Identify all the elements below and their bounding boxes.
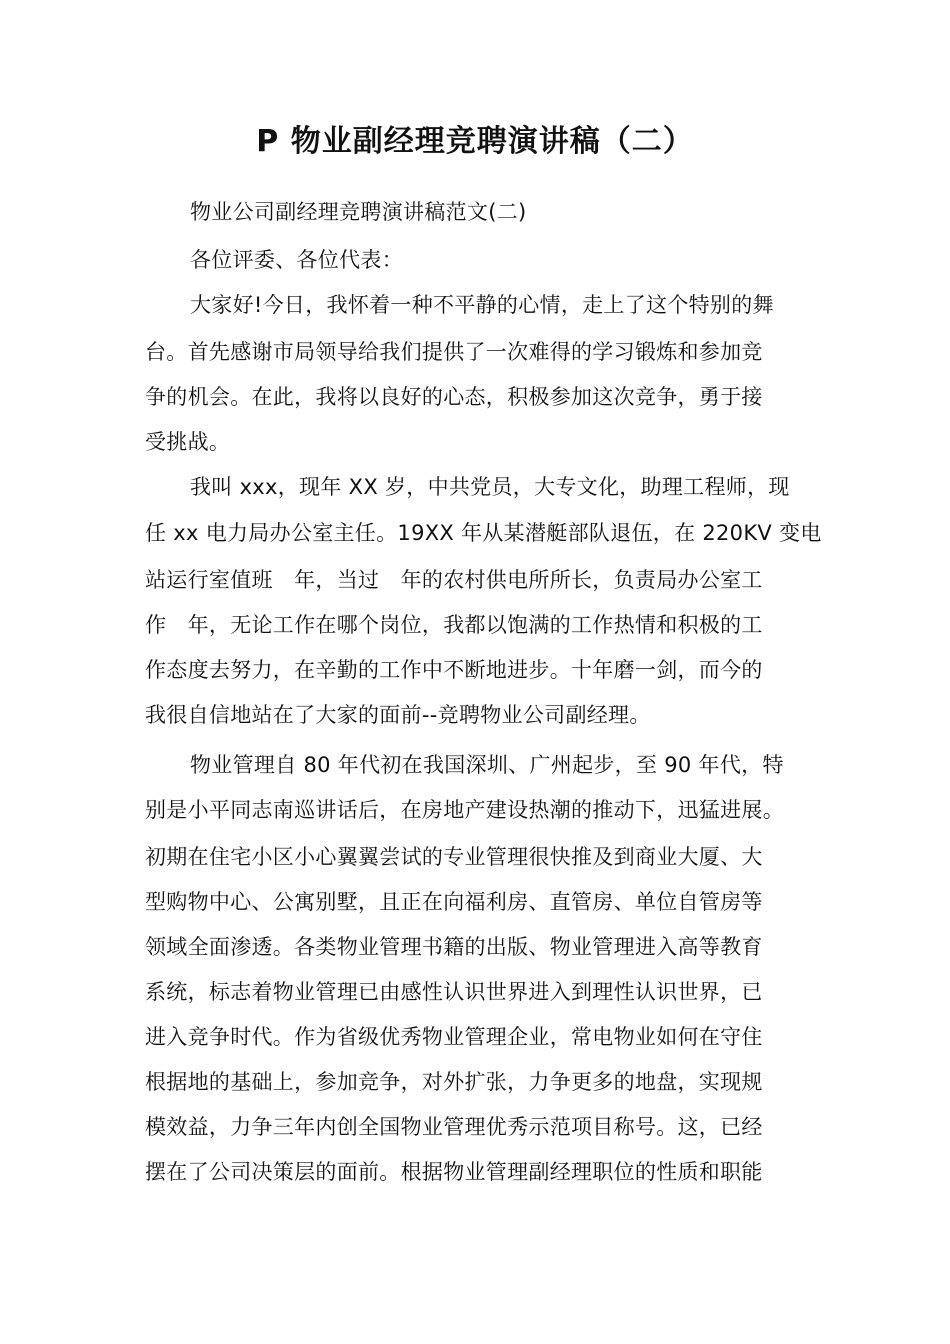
paragraph-line: 模效益，力争三年内创全国物业管理优秀示范项目称号。这，已经: [145, 1115, 763, 1139]
paragraph-line: 系统，标志着物业管理已由感性认识世界进入到理性认识世界，已: [145, 980, 763, 1004]
paragraph-line: 我叫 xxx，现年 XX 岁，中共党员，大专文化，助理工程师，现: [190, 475, 790, 499]
paragraph-line: 别是小平同志南巡讲话后，在房地产建设热潮的推动下，迅猛进展。: [145, 798, 784, 822]
paragraph-line: 进入竞争时代。作为省级优秀物业管理企业，常电物业如何在守住: [145, 1025, 763, 1049]
paragraph-line: 争的机会。在此，我将以良好的心态，积极参加这次竞争，勇于接: [145, 385, 763, 409]
subtitle-line: 物业公司副经理竞聘演讲稿范文(二): [190, 200, 527, 224]
paragraph-line: 作 年，无论工作在哪个岗位，我都以饱满的工作热情和积极的工: [145, 613, 763, 637]
paragraph-line: 任 xx 电力局办公室主任。19XX 年从某潜艇部队退伍，在 220KV 变电: [145, 521, 822, 545]
paragraph-line: 初期在住宅小区小心翼翼尝试的专业管理很快推及到商业大厦、大: [145, 845, 763, 869]
paragraph-line: 大家好!今日，我怀着一种不平静的心情，走上了这个特别的舞: [190, 293, 774, 317]
paragraph-line: 我很自信地站在了大家的面前--竞聘物业公司副经理。: [145, 703, 651, 727]
document-title: P 物业副经理竞聘演讲稿（二）: [256, 124, 694, 159]
paragraph-line: 站运行室值班 年，当过 年的农村供电所所长，负责局办公室工: [145, 568, 763, 592]
paragraph-line: 作态度去努力，在辛勤的工作中不断地进步。十年磨一剑，而今的: [145, 658, 763, 682]
paragraph-line: 受挑战。: [145, 430, 231, 454]
salutation-line: 各位评委、各位代表：: [190, 248, 403, 272]
paragraph-line: 根据地的基础上，参加竞争，对外扩张，力争更多的地盘，实现规: [145, 1070, 763, 1094]
paragraph-line: 物业管理自 80 年代初在我国深圳、广州起步，至 90 年代，特: [190, 753, 784, 777]
paragraph-line: 型购物中心、公寓别墅，且正在向福利房、直管房、单位自管房等: [145, 890, 763, 914]
paragraph-line: 摆在了公司决策层的面前。根据物业管理副经理职位的性质和职能: [145, 1160, 763, 1184]
paragraph-line: 领域全面渗透。各类物业管理书籍的出版、物业管理进入高等教育: [145, 935, 763, 959]
paragraph-line: 台。首先感谢市局领导给我们提供了一次难得的学习锻炼和参加竞: [145, 340, 763, 364]
